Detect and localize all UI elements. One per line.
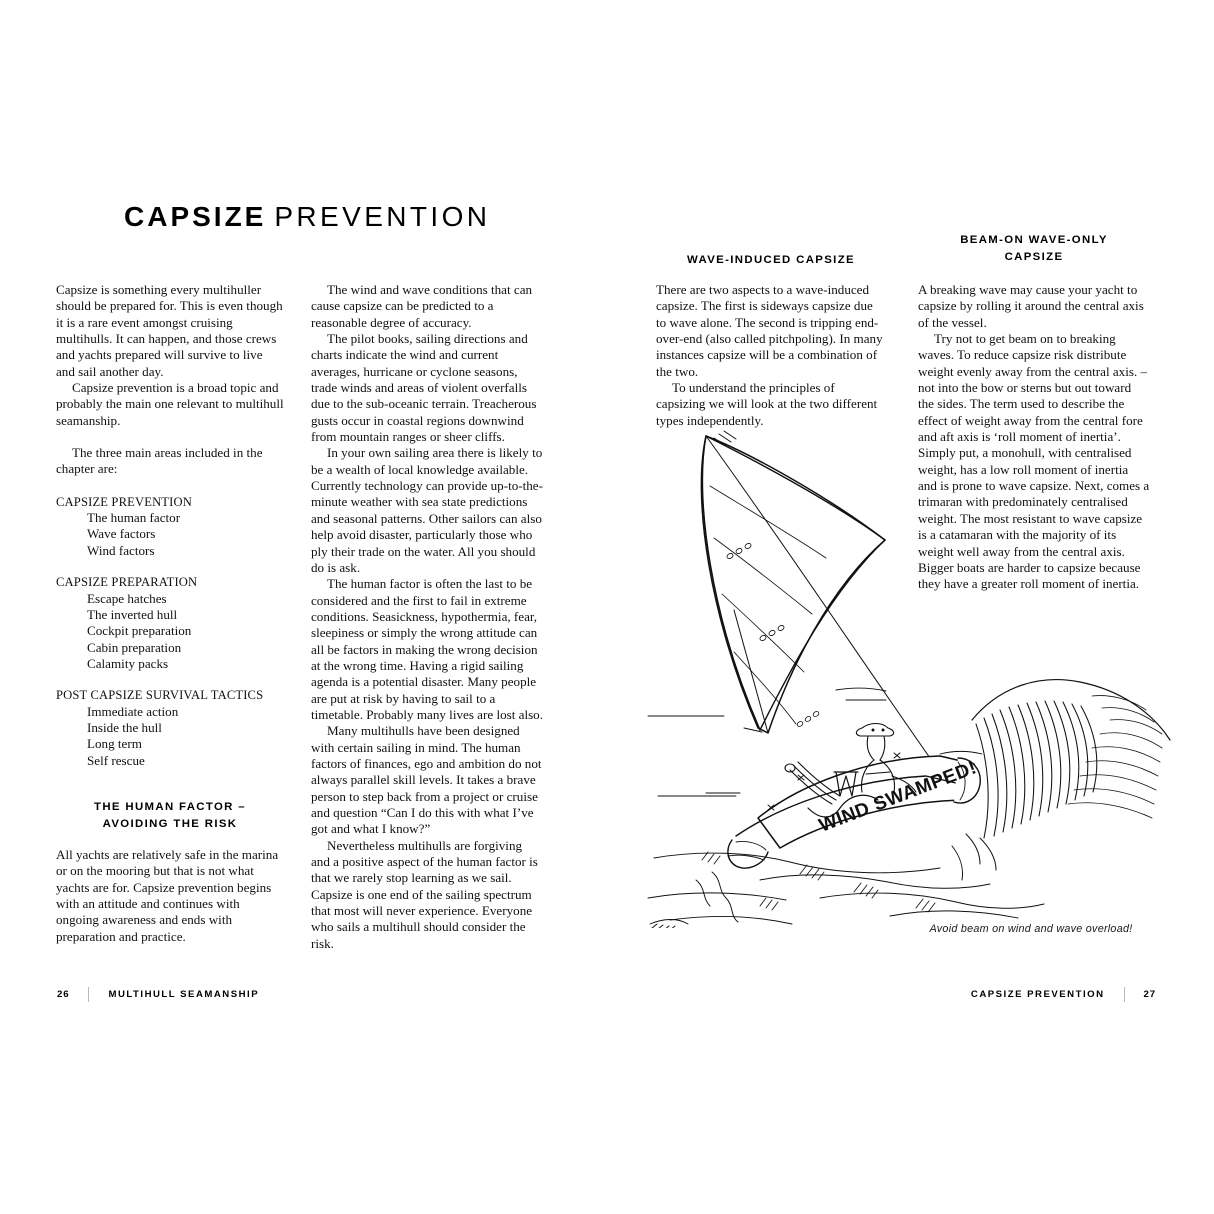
footer-right [971,987,1156,1002]
outline-item: Calamity packs [87,655,169,671]
figure-caption: Avoid beam on wind and wave overload! [929,923,1133,935]
outline-item: Cabin preparation [87,639,182,655]
paragraph: Capsize prevention is a broad topic and probably the main one relevant to multihull seamanship. [56,380,284,428]
running-title-left: MULTIHULL SEAMANSHIP [108,989,260,1000]
sea-surface [648,853,1044,924]
outline-item: Inside the hull [87,719,162,735]
outline-item: Self rescue [87,752,145,768]
outline-group-heading: POST CAPSIZE SURVIVAL TACTICS [56,688,264,703]
wake-lines [650,872,738,928]
footer-divider [1124,987,1125,1002]
paragraph: The three main areas included in the chapter are: [56,445,263,477]
outline-group [56,574,284,672]
outline-item: Long term [87,736,142,752]
outline-item: Immediate action [87,703,179,719]
outline-item: Cockpit preparation [87,623,192,639]
chapter-title-strong: CAPSIZE [124,201,267,232]
section-heading-line: AVOIDING THE RISK [102,817,238,830]
outline-item: The inverted hull [87,606,178,622]
outline-item: Wave factors [87,526,156,542]
footer-left [57,987,259,1002]
capsize-illustration [640,428,1180,928]
section-heading-line: CAPSIZE [1004,251,1064,263]
outline-group [56,687,284,769]
paragraph: In your own sailing area there is likely to be a wealth of local knowledge available. Currently technology can provide up-to-the-minute weather with sea state predictions and seasonal patterns. Other sailors can also help avoid disaster, particularly those who ply their trade on the water. All you should do is ask. [311,445,543,575]
page-number-left: 26 [57,989,70,1000]
paragraph: To understand the principles of capsizing we will look at the two different types independently. [656,380,878,428]
paragraph: The human factor is often the last to be considered and the first to fail in extreme conditions. Seasickness, hypothermia, fear, sleepiness or simply the wrong attitude can all be factors in making the wrong decision at the wrong time. Having a rigid sailing agenda is a potential disaster. Many people are put at risk by having to sail to a timetable. Probably many lives are lost also. [311,576,543,722]
paragraph: The pilot books, sailing directions and charts indicate the wind and current averages, hurricane or cyclone seasons, trade winds and areas of violent overfalls due to the sub-oceanic terrain. Treacherous gusts occur in coastal regions downwind from mountain ranges or sheer cliffs. [311,331,537,445]
paragraph: Nevertheless multihulls are forgiving and a positive aspect of the human factor is that we rarely stop learning as we sail. Capsize is one end of the sailing spectrum that most will never experience. Everyone who sails a multihull should consider the risk. [311,837,538,951]
chapter-title-light: PREVENTION [274,201,491,232]
outline-group [56,494,284,559]
left-page-column-1 [56,282,284,945]
outline-item: Escape hatches [87,590,167,606]
paragraph: A breaking wave may cause your yacht to capsize by rolling it around the central axis of the vessel. [918,282,1144,330]
paragraph: There are two aspects to a wave-induced capsize. The first is sideways capsize due to wave alone. The second is tripping end-over-end (also called pitchpoling). In many instances capsize will be a combination of the two. [656,282,883,379]
outline-group-heading: CAPSIZE PREPARATION [56,575,198,590]
hull-name-text: WIND SWAMPED! [816,757,980,837]
breaking-wave-icon [952,680,1170,880]
right-page-column-3 [656,282,886,429]
section-heading-human-factor [56,799,284,833]
paragraph: All yachts are relatively safe in the marina or on the mooring but that is not what yachts are for. Capsize prevention begins with an attitude and continues with ongoing awareness and ends with preparation and practice. [56,846,279,944]
mainsail-icon [701,431,885,733]
left-page-column-2 [311,282,543,952]
paragraph: Many multihulls have been designed with certain sailing in mind. The human factors of finances, ego and ambition do not always parallel skill levels. It takes a brave person to step back from a project or cruise and question “Can I do this with what I’ve got and what I know?” [311,723,542,837]
section-heading-beam-on-wave-only-capsize [918,232,1150,266]
section-heading-line: THE HUMAN FACTOR – [94,800,246,813]
paragraph: Try not to get beam on to breaking waves. To reduce capsize risk distribute weight evenly away from the central axis. – not into the bow or sterns but out toward the sides. The term used to describe the effect of weight away from the central fore and aft axis is ‘roll moment of inertia’. Simply put, a monohull, with centralised weight, has a low roll moment of inertia and is prone to wave capsize. Next, comes a trimaran with predominately centralised weight. The most resistant to wave capsize is a catamaran with the majority of its weight well away from the central axis. Bigger boats are harder to capsize because they have a greater roll moment of inertia. [918,331,1150,592]
section-heading-wave-induced-capsize [656,252,886,269]
section-heading-line: WAVE-INDUCED CAPSIZE [687,254,855,266]
paragraph: Capsize is something every multihuller should be prepared for. This is even though it is a rare event amongst cruising multihulls. It can happen, and those crews and yachts prepared will survive to live and sail another day. [56,282,283,379]
chapter-outline-list [56,494,284,769]
running-title-right: CAPSIZE PREVENTION [970,989,1105,1000]
outline-item: Wind factors [87,542,155,558]
footer-divider [88,987,89,1002]
section-heading-line: BEAM-ON WAVE-ONLY [960,234,1108,246]
chapter-title [124,200,490,234]
page-number-right: 27 [1143,989,1156,1000]
outline-group-heading: CAPSIZE PREVENTION [56,494,192,509]
outline-item: The human factor [87,510,181,526]
paragraph: The wind and wave conditions that can cause capsize can be predicted to a reasonable degree of accuracy. [311,282,533,330]
